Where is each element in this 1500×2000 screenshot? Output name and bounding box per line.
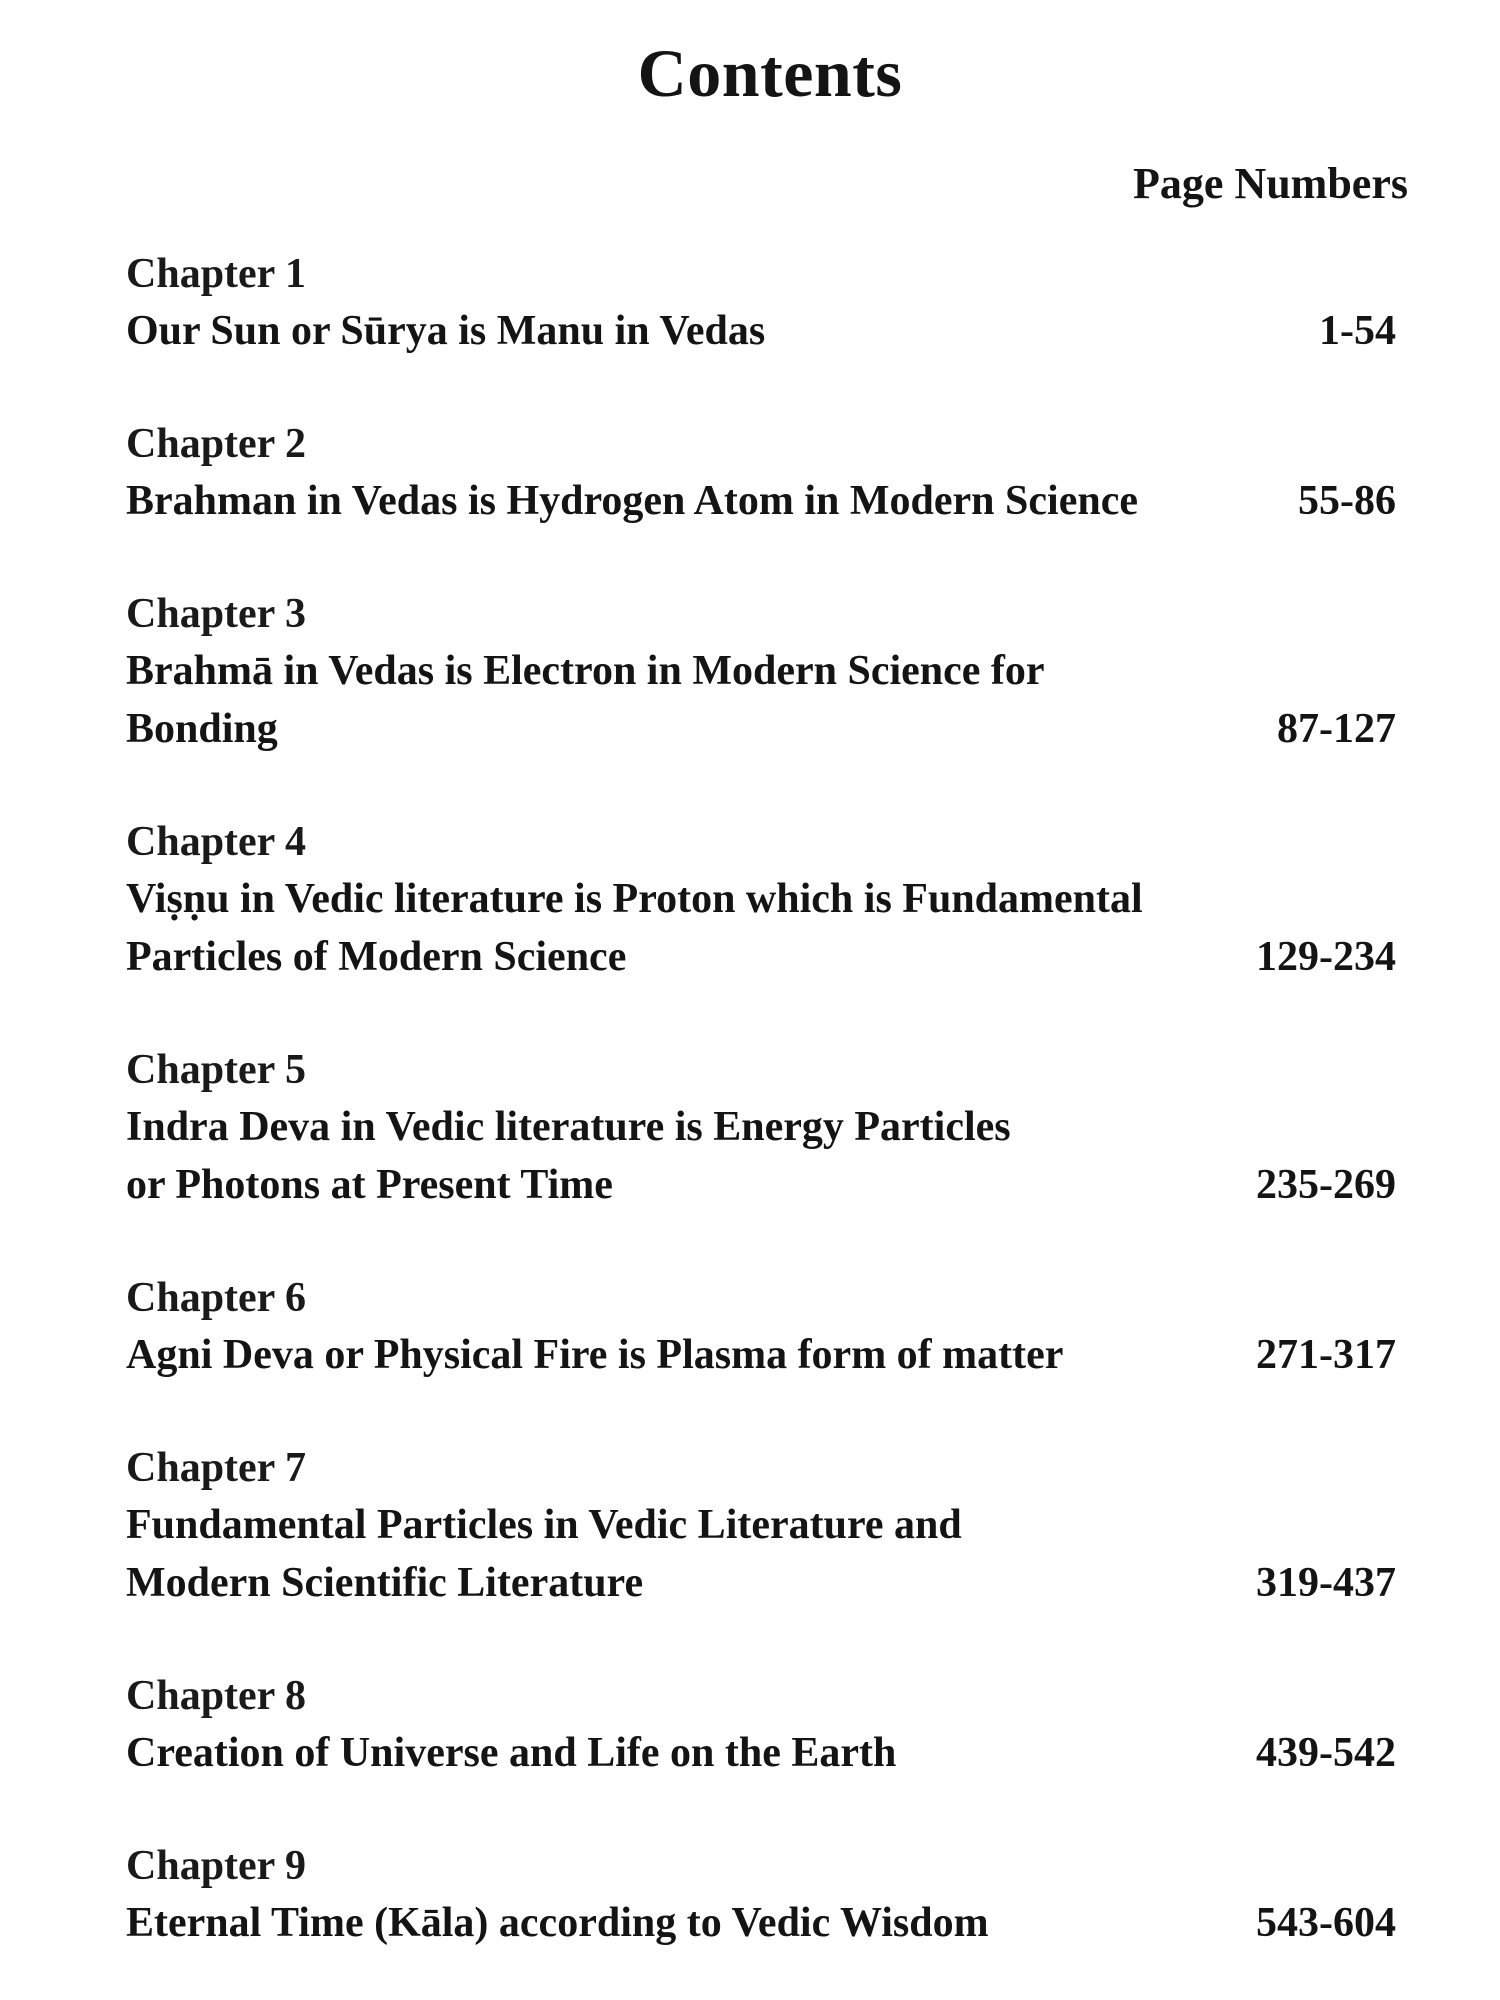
chapter-title-line — [126, 1156, 1396, 1214]
chapter-label: Chapter 9 — [126, 1843, 307, 1889]
chapter-title: Eternal Time (Kāla) according to Vedic Wisdom — [126, 1900, 989, 1946]
toc-entry-chapter-1[interactable] — [126, 246, 1396, 360]
chapter-title-continued: or Photons at Present Time — [126, 1162, 613, 1208]
chapter-label: Chapter 7 — [126, 1445, 307, 1491]
chapter-label: Chapter 5 — [126, 1047, 307, 1093]
toc-entry-chapter-7[interactable] — [126, 1440, 1396, 1612]
page-range: 235-269 — [1256, 1162, 1396, 1208]
chapter-label: Chapter 2 — [126, 421, 307, 467]
chapter-title: Indra Deva in Vedic literature is Energy Particles — [126, 1104, 1011, 1150]
page-range: 439-542 — [1256, 1730, 1396, 1776]
toc-entry-chapter-8[interactable] — [126, 1668, 1396, 1782]
page-numbers-header: Page Numbers — [1133, 159, 1408, 208]
page-range: 319-437 — [1256, 1560, 1396, 1606]
chapter-title: Our Sun or Sūrya is Manu in Vedas — [126, 308, 766, 354]
page-range: 129-234 — [1256, 934, 1396, 980]
chapter-label: Chapter 3 — [126, 591, 307, 637]
chapter-title-line — [126, 1496, 1396, 1554]
toc-entry-chapter-6[interactable] — [126, 1270, 1396, 1384]
chapter-title-line — [126, 1554, 1396, 1612]
chapter-title-line — [126, 1724, 1396, 1782]
chapter-title: Agni Deva or Physical Fire is Plasma form of matter — [126, 1332, 1064, 1378]
chapter-label: Chapter 1 — [126, 251, 307, 297]
chapter-title-line — [126, 302, 1396, 360]
chapter-title-line — [126, 642, 1396, 700]
chapter-title-line — [126, 870, 1396, 928]
page-range: 55-86 — [1298, 478, 1396, 524]
page-range: 543-604 — [1256, 1900, 1396, 1946]
chapter-label: Chapter 8 — [126, 1673, 307, 1719]
page-range: 1-54 — [1319, 308, 1396, 354]
chapter-title-continued: Particles of Modern Science — [126, 934, 627, 980]
chapter-title-continued: Modern Scientific Literature — [126, 1560, 644, 1606]
toc-entry-chapter-3[interactable] — [126, 586, 1396, 758]
chapter-title: Brahmā in Vedas is Electron in Modern Science for — [126, 648, 1045, 694]
toc-entry-chapter-9[interactable] — [126, 1838, 1396, 1952]
chapter-title-continued: Bonding — [126, 706, 278, 752]
chapter-title: Creation of Universe and Life on the Earth — [126, 1730, 897, 1776]
chapter-title-line — [126, 1894, 1396, 1952]
page-range: 87-127 — [1277, 706, 1396, 752]
chapter-title-line — [126, 1098, 1396, 1156]
page-range: 271-317 — [1256, 1332, 1396, 1378]
chapter-label: Chapter 4 — [126, 819, 307, 865]
toc-entry-chapter-4[interactable] — [126, 814, 1396, 986]
page-title: Contents — [637, 35, 903, 111]
toc-entry-chapter-5[interactable] — [126, 1042, 1396, 1214]
chapter-title: Fundamental Particles in Vedic Literature and — [126, 1502, 962, 1548]
chapter-title: Viṣṇu in Vedic literature is Proton which is Fundamental — [126, 876, 1143, 922]
chapter-title-line — [126, 1326, 1396, 1384]
chapter-title: Brahman in Vedas is Hydrogen Atom in Modern Science — [126, 478, 1138, 524]
chapter-label: Chapter 6 — [126, 1275, 307, 1321]
chapter-title-line — [126, 700, 1396, 758]
chapter-title-line — [126, 472, 1396, 530]
toc-entry-chapter-2[interactable] — [126, 416, 1396, 530]
chapter-title-line — [126, 928, 1396, 986]
